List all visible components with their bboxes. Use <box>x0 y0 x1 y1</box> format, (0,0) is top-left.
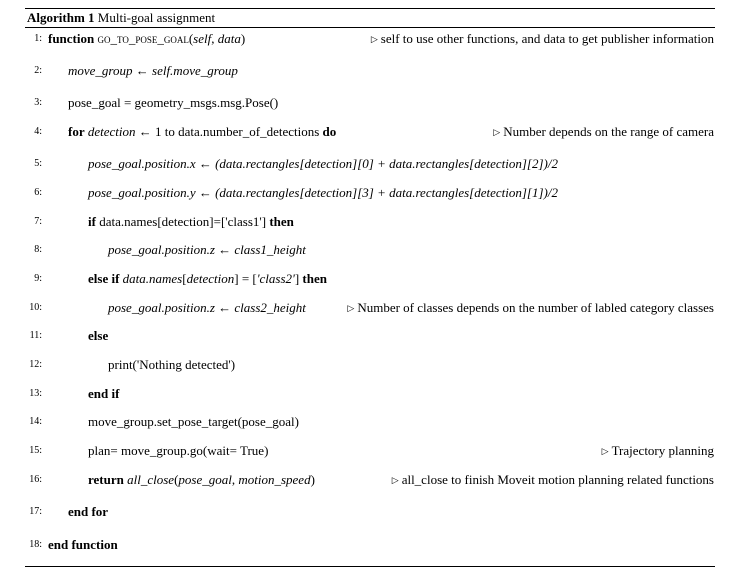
line-number: 9: <box>34 273 42 284</box>
line-number: 10: <box>29 302 42 313</box>
line-code: end function <box>48 537 118 552</box>
algo-line-9 <box>0 270 738 288</box>
line-code: end for <box>68 504 109 519</box>
caption-rule <box>25 27 715 28</box>
line-number: 7: <box>34 216 42 227</box>
line-number: 4: <box>34 126 42 137</box>
line-code: else <box>88 328 109 343</box>
line-code: if data.names[detection]=['class1'] then <box>88 214 294 229</box>
algorithm-label: Algorithm 1 <box>27 10 95 25</box>
algo-line-6 <box>0 184 738 202</box>
algo-line-7 <box>0 213 738 231</box>
line-number: 5: <box>34 158 42 169</box>
line-code: else if data.names[detection] = ['class2'] then <box>88 271 327 286</box>
line-comment: ▷ Number of classes depends on the number of labled category classes <box>347 300 714 315</box>
line-number: 14: <box>29 416 42 427</box>
line-code: pose_goal.position.y ← (data.rectangles[detection][3] + data.rectangles[detection][1])/2 <box>88 185 558 200</box>
line-number: 2: <box>34 65 42 76</box>
comment-triangle-icon: ▷ <box>347 303 355 313</box>
algorithm-title: Multi-goal assignment <box>97 10 216 25</box>
line-code: for detection ← 1 to data.number_of_detections do <box>68 124 337 139</box>
algo-line-4 <box>0 123 738 141</box>
algo-line-13 <box>0 385 738 403</box>
algo-line-15 <box>0 442 738 460</box>
line-code: function go_to_pose_goal(self, data) <box>48 31 246 46</box>
line-comment: ▷ Trajectory planning <box>601 443 714 458</box>
algorithm-caption <box>27 10 215 26</box>
algo-line-3 <box>0 94 738 112</box>
comment-triangle-icon: ▷ <box>601 446 609 456</box>
line-number: 12: <box>29 359 42 370</box>
line-comment: ▷ all_close to finish Moveit motion planning related functions <box>391 472 714 487</box>
comment-triangle-icon: ▷ <box>493 127 501 137</box>
bottom-rule <box>25 566 715 567</box>
algo-line-10 <box>0 299 738 317</box>
algo-line-12 <box>0 356 738 374</box>
line-code: pose_goal.position.z ← class1_height <box>108 242 306 257</box>
line-code: end if <box>88 386 120 401</box>
line-comment: ▷ Number depends on the range of camera <box>493 124 714 139</box>
algo-line-2 <box>0 62 738 80</box>
line-code: pose_goal = geometry_msgs.msg.Pose() <box>68 95 279 110</box>
line-number: 15: <box>29 445 42 456</box>
algo-line-11 <box>0 327 738 345</box>
line-comment: ▷ self to use other functions, and data to get publisher information <box>370 31 714 46</box>
line-code: return all_close(pose_goal, motion_speed) <box>88 472 315 487</box>
line-number: 18: <box>29 539 42 550</box>
line-number: 3: <box>34 97 42 108</box>
line-number: 6: <box>34 187 42 198</box>
line-code: pose_goal.position.x ← (data.rectangles[detection][0] + data.rectangles[detection][2])/2 <box>88 156 558 171</box>
algo-line-1 <box>0 30 738 48</box>
line-code: move_group.set_pose_target(pose_goal) <box>88 414 299 429</box>
algo-line-17 <box>0 503 738 521</box>
algo-line-8 <box>0 241 738 259</box>
algo-line-18 <box>0 536 738 554</box>
algo-line-16 <box>0 471 738 489</box>
comment-triangle-icon: ▷ <box>370 34 378 44</box>
line-number: 17: <box>29 506 42 517</box>
line-number: 11: <box>29 330 42 341</box>
algo-line-5 <box>0 155 738 173</box>
algo-line-14 <box>0 413 738 431</box>
comment-triangle-icon: ▷ <box>391 475 399 485</box>
line-code: print('Nothing detected') <box>108 357 236 372</box>
line-number: 13: <box>29 388 42 399</box>
line-number: 8: <box>34 244 42 255</box>
line-code: pose_goal.position.z ← class2_height <box>108 300 306 315</box>
line-number: 1: <box>34 33 42 44</box>
line-code: move_group ← self.move_group <box>68 63 238 78</box>
line-code: plan= move_group.go(wait= True) <box>88 443 269 458</box>
line-number: 16: <box>29 474 42 485</box>
